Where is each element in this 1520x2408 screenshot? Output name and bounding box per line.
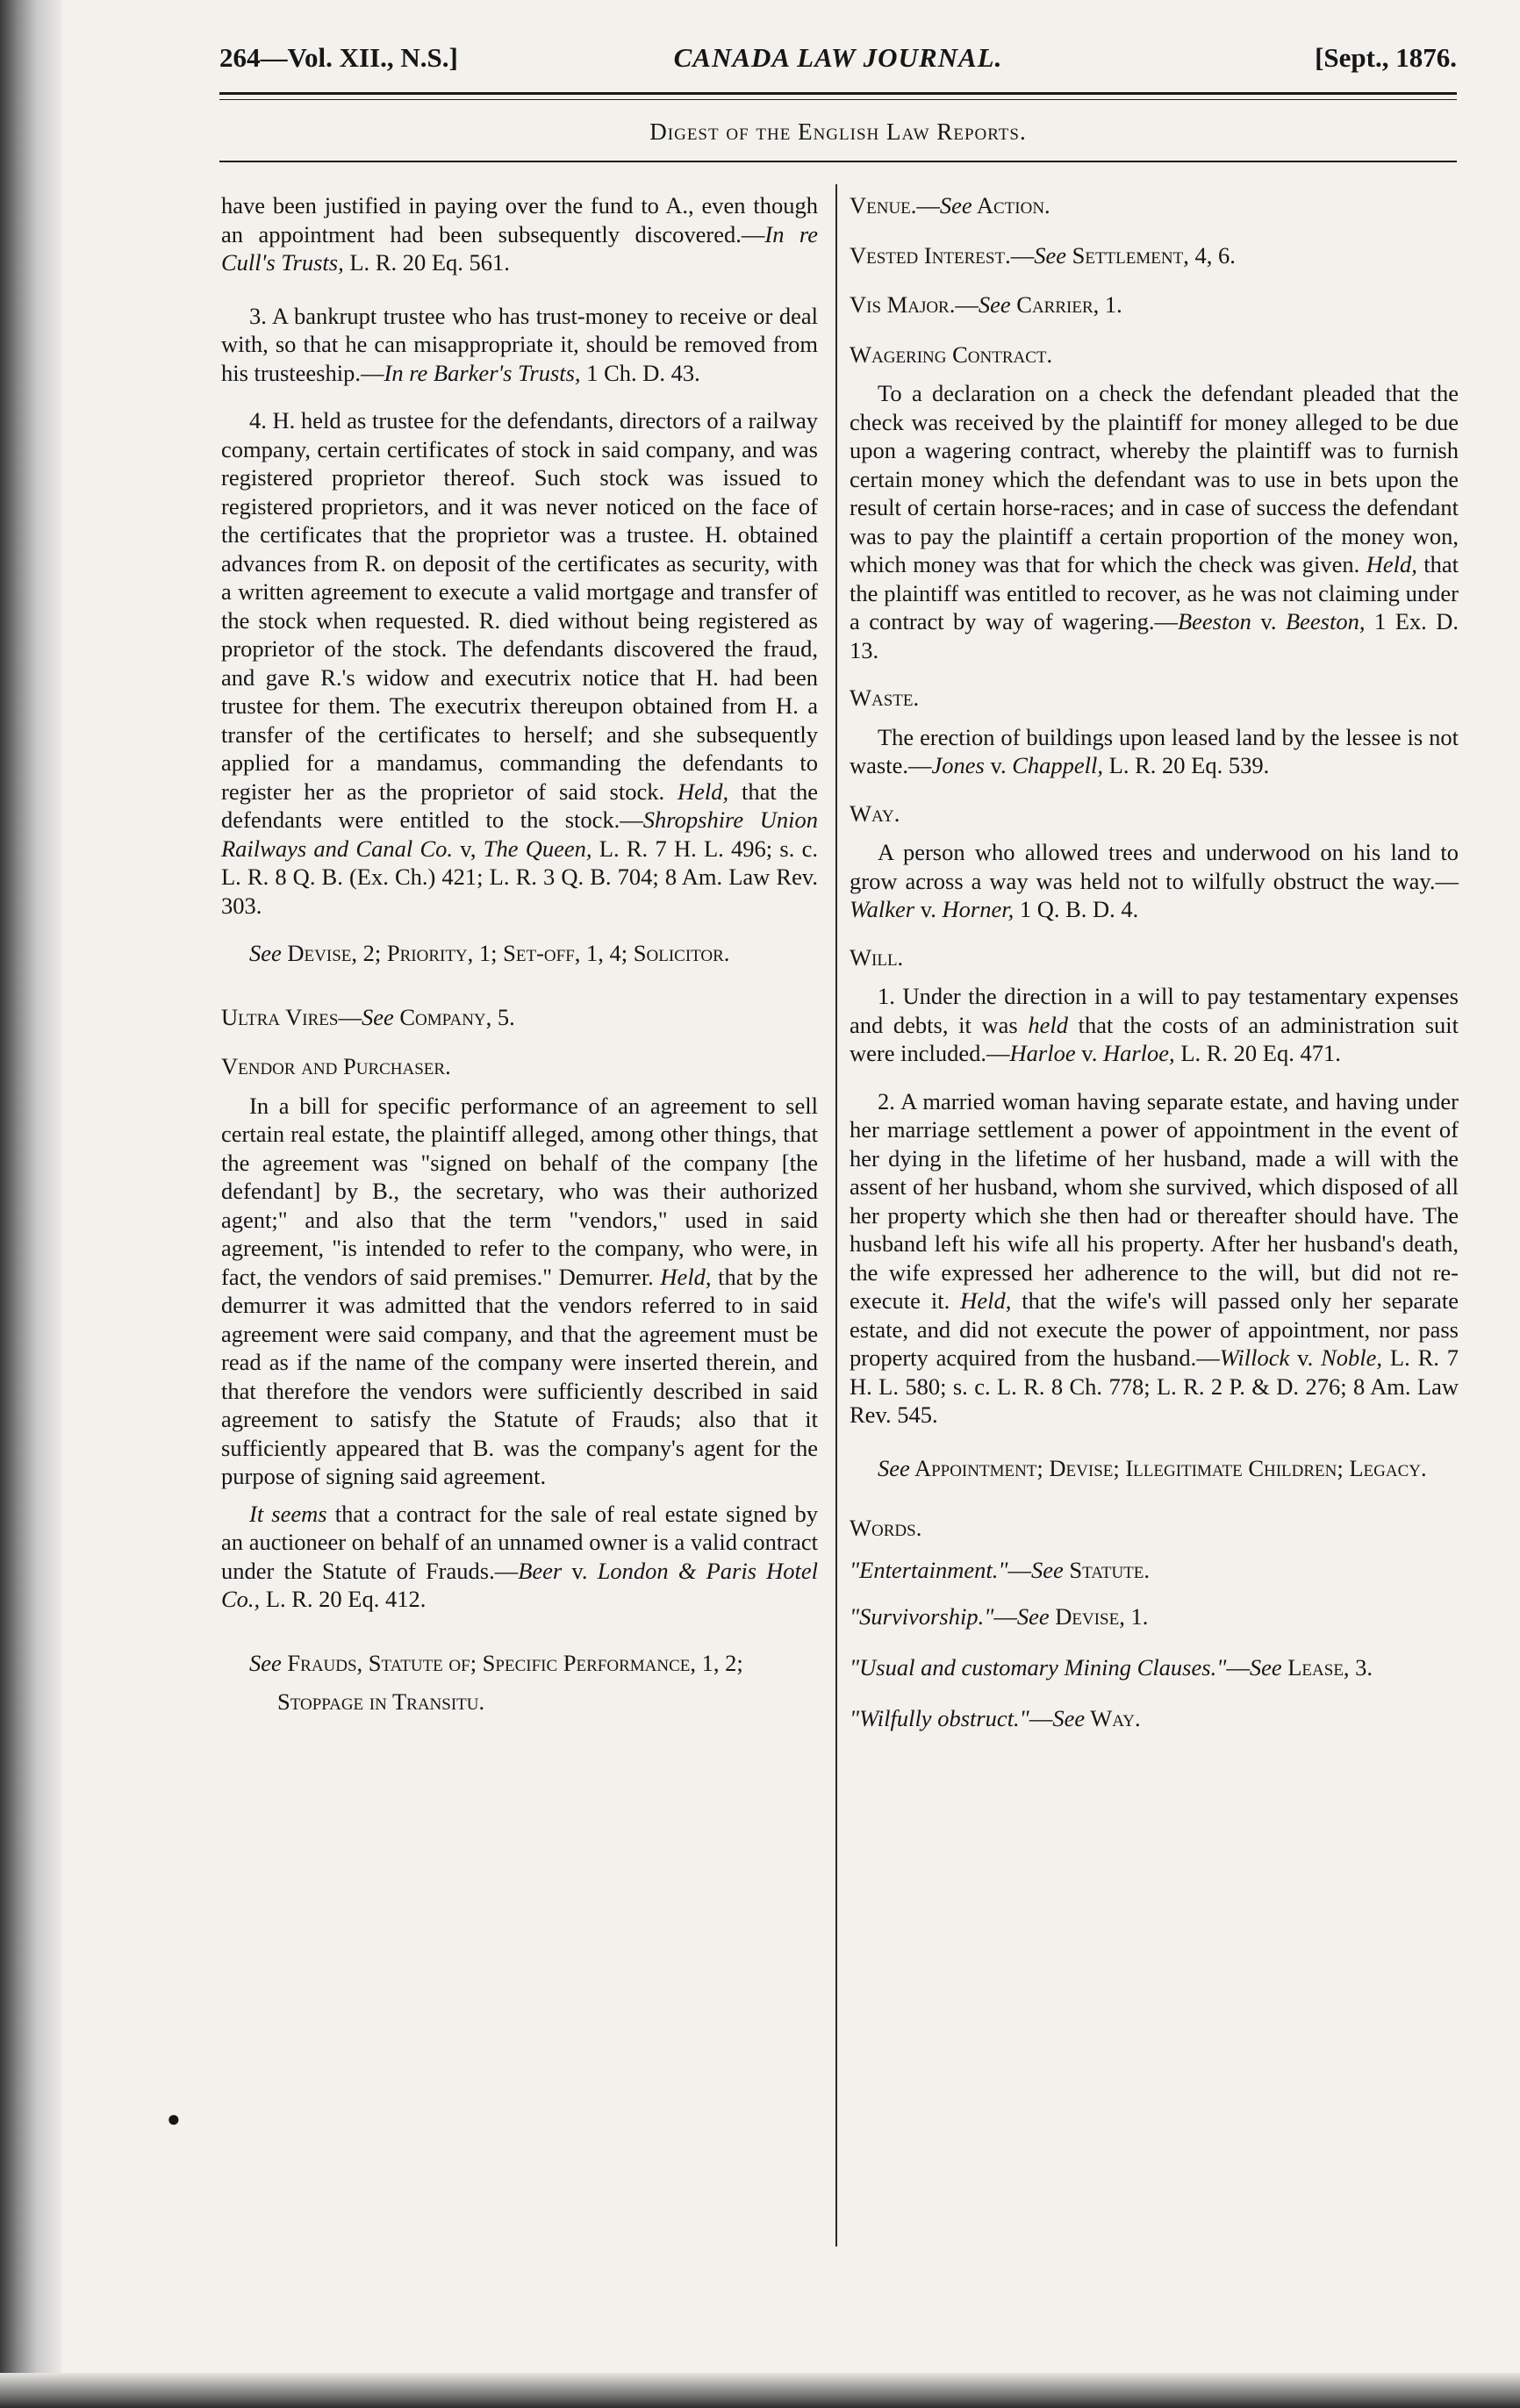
section-title: Digest of the English Law Reports. — [649, 118, 1027, 145]
paragraph-vendor-specific-performance: In a bill for specific performance of an agreement to sell certain real estate, the plaintiff alleged, among other things, that the agreement was "signed on behalf of the company [the defendant] by B., the secretary, who was their authorized agent;" and also that the term "vendors," used in said agreement, "is intended to refer to the company, who were, in fact, the vendors of said premises." Demurrer. Held, that by the demurrer it was admitted that the vendors referred to in said agreement were said company, and that the agreement must be read as if the name of the company were inserted therein, and that therefore the vendors were sufficiently described in said agreement to satisfy the Statute of Frauds; also that it sufficiently appeared that B. was the company's agent for the purpose of signing said agreement. — [221, 1092, 818, 1489]
column-divider — [835, 184, 837, 2247]
paragraph-willock-noble: 2. A married woman having separate estate, and having under her marriage settlement a power of appointment in the event of her dying in the lifetime of her husband, made a will with the assent of her husband, whom she survived, which disposed of all her property which she then had or thereafter should have. The husband left his wife all his property. After her husband's death, the wife expressed her adherence to the will, but did not re-execute it. Held, that the wife's will passed only her separate estate, and did not execute the power of appointment, nor pass property acquired from the husband.—Willock v. Noble, L. R. 7 H. L. 580; s. c. L. R. 8 Ch. 778; L. R. 2 P. & D. 276; 8 Am. Law Rev. 545. — [850, 1087, 1459, 1428]
see-also-will: See Appointment; Devise; Illegitimate Children; Legacy. — [878, 1454, 1427, 1481]
heading-waste: Waste. — [850, 684, 920, 711]
words-item-survivorship: "Survivorship."—See Devise, 1. — [850, 1602, 1149, 1630]
paragraph-shropshire-railways: 4. H. held as trustee for the defendants, directors of a railway company, certain certificates of stock in said company, and was registered proprietor thereof. Such stock was issued to registered proprietors, and it was never noticed on the face of the certificates that the proprietor was a trustee. H. obtained advances from R. on deposit of the certificates as security, with a written agreement to execute a valid mortgage and transfer of the stock when requested. R. died without being registered as proprietor of the stock. The defendants discovered the fraud, and gave R.'s widow and executrix notice that H. had been trustee for them. The executrix thereupon obtained from H. a transfer of the certificates to herself; and she subsequently applied for a mandamus, commanding the defendants to register her as the proprietor of said stock. Held, that the defendants were entitled to the stock.—Shropshire Union Railways and Canal Co. v, The Queen, L. R. 7 H. L. 496; s. c. L. R. 8 Q. B. (Ex. Ch.) 421; L. R. 3 Q. B. 704; 8 Am. Law Rev. 303. — [221, 407, 819, 919]
see-also-trustee: See Devise, 2; Priority, 1; Set-off, 1, 4; Solicitor. — [249, 940, 730, 966]
see-also-vendor: See Frauds, Statute of; Specific Performance, 1, 2; Stoppage in Transitu. — [249, 1649, 743, 1715]
heading-wagering-contract: Wagering Contract. — [850, 340, 1053, 368]
paragraph-walker-horner: A person who allowed trees and underwood on his land to grow across a way was held not to wilfully obstruct the way.—Walker v. Horner, 1 Q. B. D. 4. — [850, 839, 1459, 922]
words-item-entertainment: "Entertainment."—See Statute. — [850, 1557, 1151, 1583]
header-rule-thin — [219, 99, 1457, 100]
heading-will: Will. — [850, 943, 904, 971]
section-rule — [219, 161, 1457, 162]
paragraph-cull-trusts: have been justified in paying over the fund to A., even though an appointment had been subsequently discovered.—In re Cull's Trusts, L. R. 20 Eq. 561. — [221, 192, 819, 276]
header-rule-thick — [219, 92, 1457, 95]
running-head-journal-title: CANADA LAW JOURNAL. — [673, 42, 1003, 73]
left-column — [221, 191, 818, 1756]
words-item-wilfully-obstruct: "Wilfully obstruct."—See Way. — [850, 1705, 1141, 1731]
entry-ultra-vires: Ultra Vires—See Company, 5. — [221, 1003, 515, 1030]
paragraph-harloe: 1. Under the direction in a will to pay testamentary expenses and debts, it was held that the costs of an administration suit were included.—Harloe v. Harloe, L. R. 20 Eq. 471. — [850, 983, 1459, 1066]
running-head-date: [Sept., 1876. — [1315, 42, 1457, 73]
right-column — [850, 191, 1459, 1751]
running-head-volume: 264—Vol. XII., N.S.] — [219, 42, 458, 73]
entry-venue: Venue.—See Action. — [850, 192, 1050, 219]
heading-way: Way. — [850, 799, 900, 827]
margin-mark-icon: ● — [167, 2106, 181, 2132]
entry-vis-major: Vis Major.—See Carrier, 1. — [850, 291, 1122, 318]
words-item-mining-clauses: "Usual and customary Mining Clauses."—See Lease, 3. — [850, 1654, 1373, 1681]
paragraph-jones-chappell: The erection of buildings upon leased land by the lessee is not waste.—Jones v. Chappell, L. R. 20 Eq. 539. — [850, 723, 1459, 778]
entry-vested-interest: Vested Interest.—See Settlement, 4, 6. — [850, 241, 1236, 269]
paragraph-barker-trusts: 3. A bankrupt trustee who has trust-money to receive or deal with, so that he can misappropriate it, should be removed from his trusteeship.—In re Barker's Trusts, 1 Ch. D. 43. — [221, 302, 818, 386]
heading-words: Words. — [850, 1514, 922, 1541]
running-head — [219, 42, 1457, 84]
paragraph-beeston: To a declaration on a check the defendant pleaded that the check was received by the plaintiff for money alleged to be due upon a wagering contract, whereby the plaintiff was to furnish certain money which the defendant was to use in bets upon the result of certain horse-races; and in case of success the defendant was to pay the plaintiff a certain proportion of the money won, which money was that for which the check was given. Held, that the plaintiff was entitled to recover, as he was not claiming under a contract by way of wagering.—Beeston v. Beeston, 1 Ex. D. 13. — [850, 380, 1459, 663]
page-bottom-shadow — [0, 2373, 1520, 2408]
paragraph-beer-london-paris: It seems that a contract for the sale of real estate signed by an auctioneer on behalf of an unnamed owner is a valid contract under the Statute of Frauds.—Beer v. London & Paris Hotel Co., L. R. 20 Eq. 412. — [221, 1500, 819, 1612]
book-spine-shadow — [0, 0, 61, 2408]
heading-vendor-purchaser: Vendor and Purchaser. — [221, 1053, 451, 1079]
